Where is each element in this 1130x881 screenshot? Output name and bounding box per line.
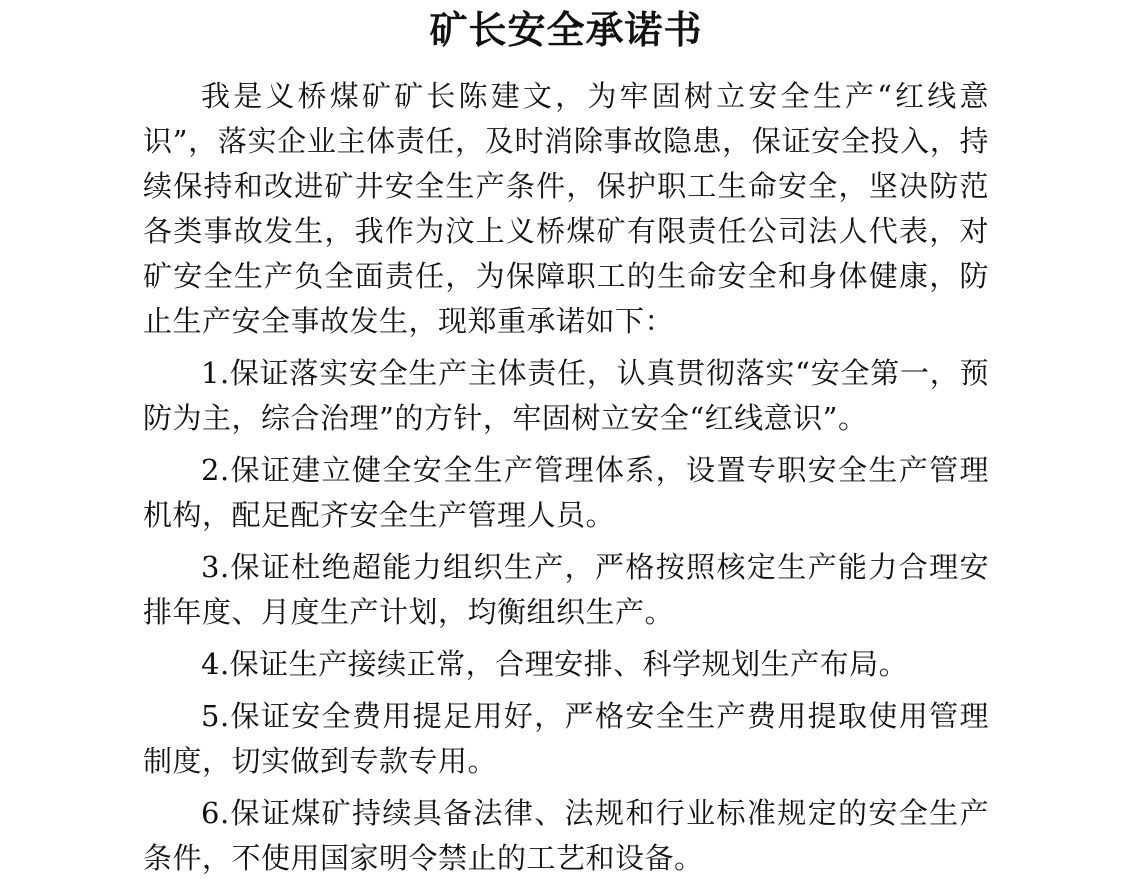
commitment-item-4: 4.保证生产接续正常，合理安排、科学规划生产布局。 — [201, 647, 909, 681]
commitment-document — [143, 0, 989, 881]
commitment-item-5: 5.保证安全费用提足用好，严格安全生产费用提取使用管理制度，切实做到专款专用。 — [143, 699, 989, 778]
commitment-item-1: 1.保证落实安全生产主体责任，认真贯彻落实“安全第一，预防为主，综合治理”的方针，牢固树立安全“红线意识”。 — [143, 356, 989, 435]
intro-paragraph: 我是义桥煤矿矿长陈建文，为牢固树立安全生产“红线意识”，落实企业主体责任，及时消除事故隐患，保证安全投入，持续保持和改进矿井安全生产条件，保护职工生命安全，坚决防范各类事故发生，我作为汶上义桥煤矿有限责任公司法人代表，对矿安全生产负全面责任，为保障职工的生命安全和身体健康，防止生产安全事故发生，现郑重承诺如下： — [143, 79, 989, 338]
commitment-item-2: 2.保证建立健全安全生产管理体系，设置专职安全生产管理机构，配足配齐安全生产管理人员。 — [143, 453, 989, 532]
commitment-item-6: 6.保证煤矿持续具备法律、法规和行业标准规定的安全生产条件，不使用国家明令禁止的工艺和设备。 — [143, 796, 989, 875]
commitment-item-3: 3.保证杜绝超能力组织生产，严格按照核定生产能力合理安排年度、月度生产计划，均衡组织生产。 — [143, 550, 989, 629]
document-title: 矿长安全承诺书 — [429, 7, 703, 52]
